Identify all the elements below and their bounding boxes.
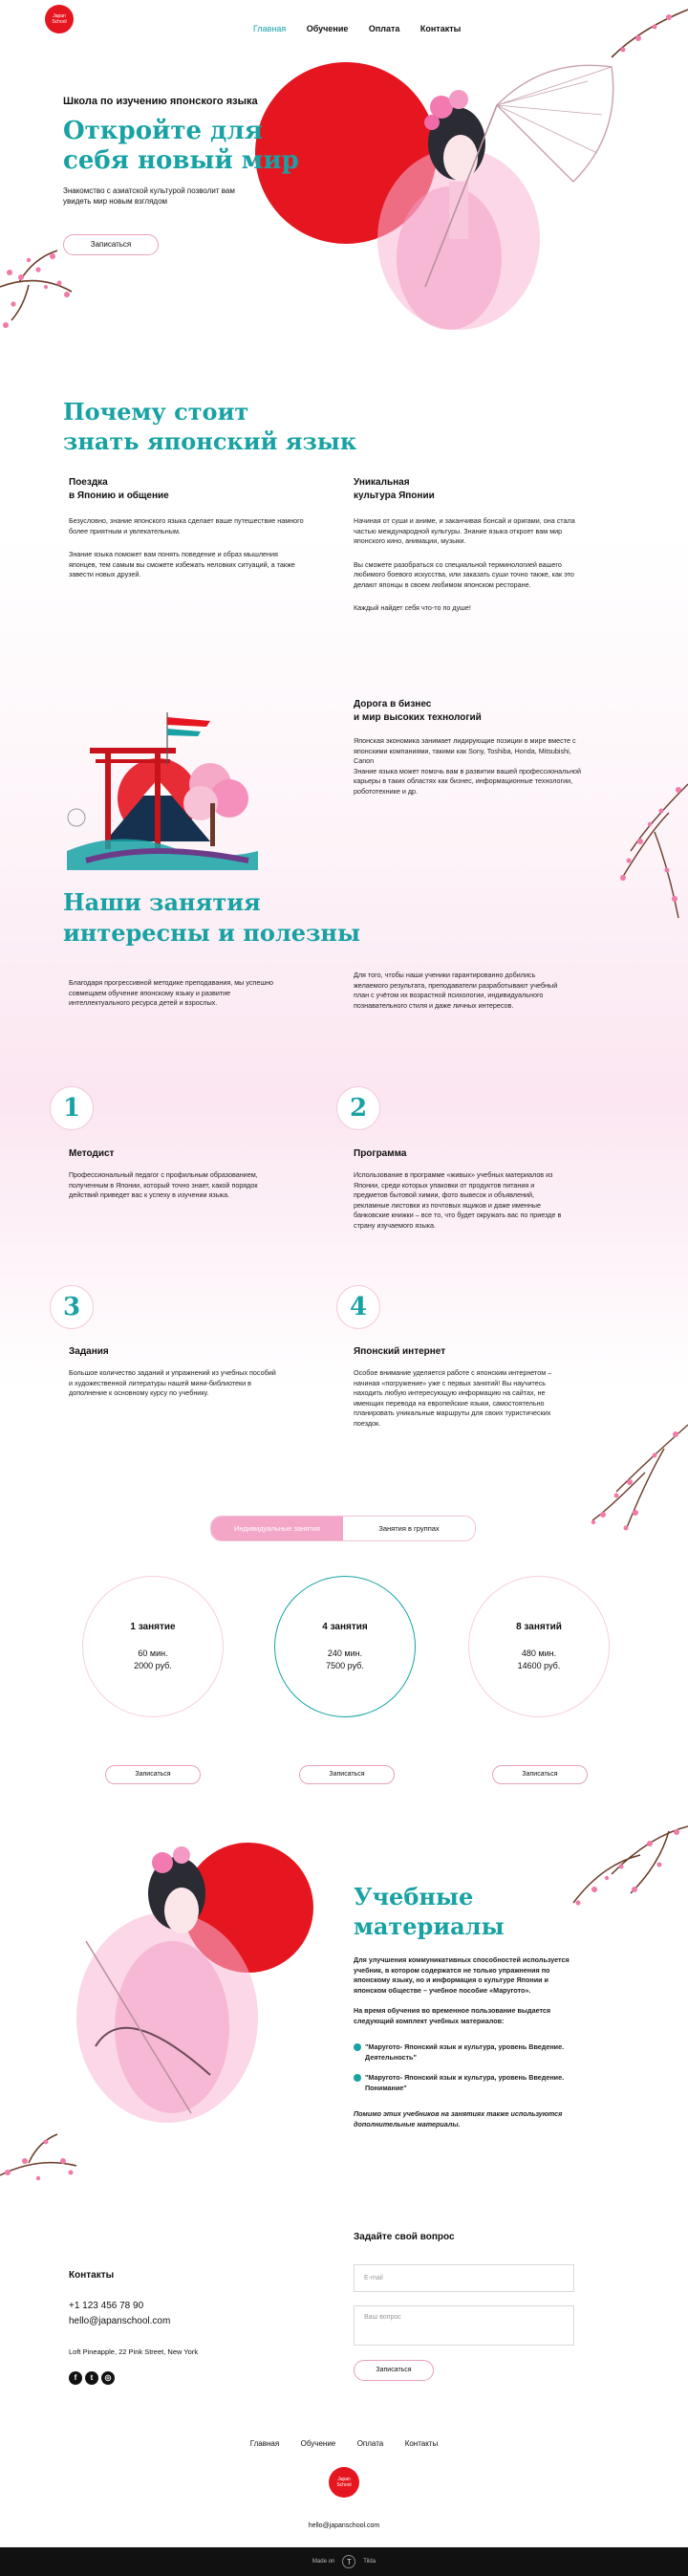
logo-text: Japan School (336, 2477, 352, 2488)
question-field[interactable]: Ваш вопрос (354, 2305, 574, 2346)
materials-text-2: На время обучения во временное пользование выдается следующий комплект учебных материалов: (354, 2006, 551, 2025)
block-text-1: Начиная от суши и аниме, и заканчивая бонсай и оригами, она стала частью международной культуры. Знание языка откроет вам мир японского кино, анимации, музыки. (354, 516, 575, 545)
feature-title-3: Задания (69, 1346, 109, 1357)
price-card-price: 2000 руб. (134, 1660, 172, 1670)
classes-intro-left: Благодаря прогрессивной методике преподавания, мы успешно совмещаем обучение японскому языку и развитие интеллектуального ресурса детей и взрослых. (69, 978, 274, 1007)
block-text-1: Безусловно, знание японского языка сделает ваше путешествие намного более приятным и увлекательным. (69, 516, 304, 535)
price-card-price: 7500 руб. (326, 1660, 364, 1670)
why-block-travel (69, 476, 308, 580)
price-signup-button-1[interactable]: Записаться (105, 1765, 201, 1784)
feature-title-2: Программа (354, 1148, 407, 1159)
block-title (354, 476, 588, 503)
feature-text-2: Использование в программе «живых» учебных материалов из Японии, среди которых упаковки от продуктов питания и предметов бытовой химии, фото вывесок и объявлений, рекламные листовки из почтовых ящиков и даже именные банковские книжки – все то, что будет окружать вас по приезде в страну изучаемого языка. (354, 1170, 562, 1230)
twitter-icon[interactable]: t (85, 2371, 98, 2385)
materials-item-2 (354, 2073, 573, 2093)
feature-number-2: 2 (336, 1086, 380, 1130)
contacts-phone[interactable]: +1 123 456 78 90 (69, 2301, 144, 2311)
instagram-icon[interactable]: ◎ (101, 2371, 115, 2385)
block-text-3: Каждый найдет себя что-то по душе! (354, 603, 471, 612)
price-signup-button-2[interactable]: Записаться (299, 1765, 395, 1784)
hero-kicker: Школа по изучению японского языка (63, 96, 258, 107)
footer-logo[interactable] (329, 2467, 359, 2498)
block-title-line1: Дорога в бизнес (354, 699, 432, 709)
price-card-price: 14600 руб. (517, 1660, 561, 1670)
classes-intro-right: Для того, чтобы наши ученики гарантированно добились желаемого результата, преподаватели разработывают учебный план с учётом их возрастной психологии, индивидуального познавательного стиля и даже личных интересов. (354, 971, 558, 1010)
question-title: Задайте свой вопрос (354, 2232, 455, 2242)
tab-groups[interactable]: Занятия в группах (343, 1517, 475, 1540)
facebook-icon[interactable]: f (69, 2371, 82, 2385)
classes-title-line1: Наши занятия (63, 888, 261, 916)
price-card-2 (274, 1576, 416, 1717)
block-title (354, 698, 588, 725)
price-card-duration: 240 мин. (327, 1648, 363, 1658)
price-card-title: 4 занятия (322, 1621, 368, 1632)
nav-payment[interactable]: Оплата (368, 24, 400, 33)
email-field[interactable]: E-mail (354, 2264, 574, 2292)
price-card-1 (82, 1576, 224, 1717)
materials-text-1: Для улучшения коммуникативных способностей используется учебник, в котором содержатся не только упражнения по японскому языку, но и информация о культуре Японии и японском обществе – учебное пособие «Маругото». (354, 1955, 570, 1995)
price-card-title: 1 занятие (130, 1621, 176, 1632)
block-title-line1: Уникальная (354, 477, 410, 488)
tilda-bar[interactable] (0, 2547, 688, 2576)
footer-nav-contacts[interactable]: Контакты (404, 2439, 439, 2448)
contacts-email[interactable]: hello@japanschool.com (69, 2316, 171, 2326)
hero-signup-button[interactable]: Записаться (63, 234, 159, 255)
nav-learning[interactable]: Обучение (306, 24, 349, 33)
tilda-icon: T (342, 2555, 355, 2568)
footer-nav (0, 2434, 688, 2451)
feature-title-1: Методист (69, 1148, 115, 1159)
feature-text-1: Профессиональный педагог с профильным образованием, полученным в Японии, который точно знает, какой порядок действий приведет вас к успеху в изучении языка. (69, 1170, 258, 1199)
classes-title (63, 887, 360, 949)
footer-email[interactable]: hello@japanschool.com (308, 2522, 380, 2529)
block-text-1: Японская экономика занимает лидирующие позиции в мире вместе с японскими компаниями, такими как Sony, Toshiba, Honda, Mitsubishi, Canon (354, 736, 576, 765)
price-card-title: 8 занятий (516, 1621, 562, 1632)
made-on-label: Made on (312, 2559, 335, 2565)
classes-title-line2: интересны и полезны (63, 919, 361, 947)
hero-title-line1: Откройте для (63, 117, 263, 145)
why-title-line1: Почему стоит (63, 398, 249, 426)
tab-individual[interactable]: Индивидуальные занятия (211, 1517, 343, 1540)
bullet-icon (354, 2074, 361, 2082)
hero-title (63, 117, 299, 176)
footer-nav-payment[interactable]: Оплата (356, 2439, 384, 2448)
social-links (69, 2368, 118, 2385)
torii-illustration (67, 708, 268, 870)
pricing-tabs (210, 1516, 476, 1541)
feature-number-4: 4 (336, 1285, 380, 1329)
materials-item-text: "Маругото- Японский язык и культура, уровень Введение. Деятельность" (365, 2042, 565, 2062)
materials-title (354, 1882, 505, 1941)
hero-title-line2: себя новый мир (63, 146, 299, 175)
price-signup-button-3[interactable]: Записаться (492, 1765, 588, 1784)
tilda-label: Tilda (363, 2559, 376, 2565)
feature-number-1: 1 (50, 1086, 94, 1130)
block-text-2: Знание языка может помочь вам в развитии вашей профессиональной карьеры в таких областях как бизнес, информационные технологии, робототехнике и др. (354, 766, 582, 796)
cherry-branch-decoration (612, 765, 688, 928)
nav-home[interactable]: Главная (253, 24, 287, 33)
materials-title-line2: материалы (354, 1912, 505, 1940)
footer-nav-home[interactable]: Главная (249, 2439, 280, 2448)
why-title (63, 397, 356, 456)
hero-text: Знакомство с азиатской культурой позволит вам увидеть мир новым взглядом (63, 186, 235, 206)
feature-text-4: Особое внимание уделяется работе с японским интернетом – начиная «погружение» уже с первых занятий! Вы научитесь находить любую интересующую информацию на сайтах, не имеющих перевода на европейские языки, самостоятельно планировать уникальные маршруты для своих туристических поездок. (354, 1368, 552, 1428)
block-title-line2: и мир высоких технологий (354, 712, 482, 723)
price-card-duration: 480 мин. (521, 1648, 557, 1658)
price-card-3 (468, 1576, 610, 1717)
block-title-line2: культура Японии (354, 491, 435, 501)
materials-note: Помимо этих учебников на занятиях также используются дополнительные материалы. (354, 2109, 563, 2128)
block-text-2: Знание языка поможет вам понять поведение и образ мышления японцев, тем самым вы сможете избежать неловких ситуаций, а также завести новых друзей. (69, 550, 295, 579)
feature-title-4: Японский интернет (354, 1346, 446, 1357)
nav-contacts[interactable]: Контакты (419, 24, 462, 33)
bullet-icon (354, 2043, 361, 2051)
question-submit-button[interactable]: Записаться (354, 2360, 434, 2381)
contacts-title: Контакты (69, 2270, 115, 2281)
why-block-business (354, 698, 588, 797)
materials-item-1 (354, 2042, 573, 2063)
why-title-line2: знать японский язык (63, 427, 357, 455)
price-card-duration: 60 мин. (138, 1648, 168, 1658)
block-title (69, 476, 308, 503)
materials-item-text: "Маругото- Японский язык и культура, уровень Введение. Понимание" (365, 2073, 565, 2092)
block-text-2: Вы сможете разобраться со специальной терминологией вашего любимого боевого искусства, или заказать суши точно также, как это делают японцы в своем любимом японском ресторане. (354, 559, 574, 589)
why-block-culture (354, 476, 588, 614)
cherry-branch-decoration (588, 1415, 688, 1549)
block-title-line2: в Японию и общение (69, 491, 169, 501)
feature-number-3: 3 (50, 1285, 94, 1329)
feature-text-3: Большое количество заданий и упражнений из учебных пособий и художественной литературы нашей мини-библиотеки в дополнение к основному курсу по учебнику. (69, 1368, 276, 1397)
contacts-address: Loft Pineapple, 22 Pink Street, New York (69, 2347, 199, 2356)
materials-title-line1: Учебные (354, 1883, 474, 1910)
footer-nav-learning[interactable]: Обучение (300, 2439, 336, 2448)
materials-illustration (0, 1798, 688, 2218)
logo-text: Japan School (52, 13, 67, 25)
block-title-line1: Поездка (69, 477, 108, 488)
